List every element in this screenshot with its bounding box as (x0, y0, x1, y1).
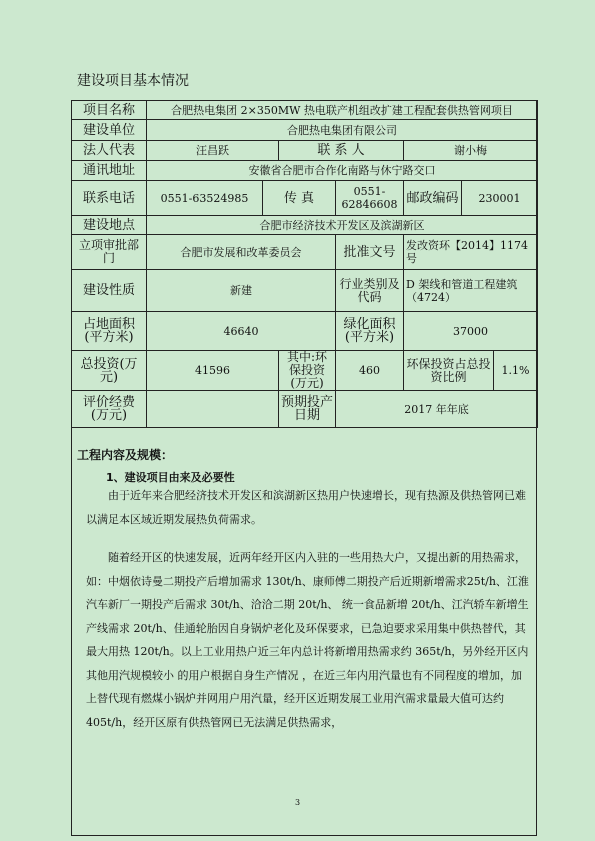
approval-no-value: 发改资环【2014】1174号 (404, 235, 538, 270)
table-row (72, 216, 538, 235)
env-invest-value: 460 (336, 351, 404, 391)
unit-label: 建设单位 (72, 120, 147, 141)
area-label: 占地面积(平方米) (72, 312, 147, 351)
table-row (72, 270, 538, 312)
nature-label: 建设性质 (72, 270, 147, 312)
env-ratio-value: 1.1% (494, 351, 538, 391)
postcode-value: 230001 (462, 181, 538, 216)
section-title: 工程内容及规模： (77, 448, 174, 462)
project-name-label: 项目名称 (72, 101, 147, 120)
green-label: 绿化面积(平方米) (336, 312, 404, 351)
paragraph: 随着经开区的快速发展，近两年经开区内入驻的一些用热大户，又提出新的用热需求，如：中烟依诗曼二期投产后增加需求 130t/h、康师傅二期投产后近期新增需求25t/h、江淮汽车新厂一期投产后需求 30t/h、洽洽二期 20t/h、 统一食品新增 20t/h、江汽轿车新增生产线需求 20t/h、佳通轮胎因自身锅炉老化及环保要求，已急迫要求采用集中供热替代，其最大用热 120t/h。以上工业用热户近三年内总计将新增用热需求约 365t/h，另外经开区内其他用汽规模较小 的用户根据自身生产情况 ，在近三年内用汽量也有不同程度的增加，加上替代现有燃煤小锅炉并网用户用汽量，经开区近期发展工业用汽需求量最大值可达约 405t/h，经开区原有供热管网已无法满足供热需求， (86, 551, 529, 729)
project-name-value: 合肥热电集团 2×350MW 热电联产机组改扩建工程配套供热管网项目 (147, 101, 538, 120)
subsection-title: 1、建设项目由来及必要性 (106, 471, 235, 484)
page-title: 建设项目基本情况 (77, 73, 189, 89)
industry-label: 行业类别及代码 (336, 270, 404, 312)
invest-value: 41596 (147, 351, 279, 391)
location-value: 合肥市经济技术开发区及滨湖新区 (147, 216, 538, 235)
table-row (72, 351, 538, 391)
legal-value: 汪昌跃 (147, 141, 279, 161)
area-value: 46640 (147, 312, 336, 351)
table-row (72, 235, 538, 270)
table-row (72, 161, 538, 181)
address-value: 安徽省合肥市合作化南路与休宁路交口 (147, 161, 538, 181)
table-row (72, 101, 538, 120)
phone-label: 联系电话 (72, 181, 147, 216)
approval-dept-label: 立项审批部 门 (72, 235, 147, 270)
contact-value: 谢小梅 (404, 141, 538, 161)
contact-label: 联 系 人 (279, 141, 404, 161)
nature-value: 新建 (147, 270, 336, 312)
prod-date-label: 预期投产日期 (279, 391, 336, 428)
approval-no-label: 批准文号 (336, 235, 404, 270)
location-label: 建设地点 (72, 216, 147, 235)
green-value: 37000 (404, 312, 538, 351)
prod-date-value: 2017 年年底 (336, 391, 538, 428)
industry-value: D 架线和管道工程建筑（4724） (404, 270, 538, 312)
paragraph: 由于近年来合肥经济技术开发区和滨湖新区热用户快速增长，现有热源及供热管网已难以满足本区域近期发展热负荷需求。 (86, 489, 526, 526)
eval-fee-label: 评价经费(万元) (72, 391, 147, 428)
unit-value: 合肥热电集团有限公司 (147, 120, 538, 141)
table-row (72, 120, 538, 141)
approval-dept-value: 合肥市发展和改革委员会 (147, 235, 336, 270)
table-row (72, 141, 538, 161)
env-ratio-label: 环保投资占总投资比例 (404, 351, 494, 391)
env-invest-label: 其中:环保投资(万元) (279, 351, 336, 391)
table-row (72, 181, 538, 216)
fax-label: 传 真 (263, 181, 336, 216)
fax-value: 0551-62846608 (336, 181, 404, 216)
basic-info-table (71, 100, 538, 428)
eval-fee-value (147, 391, 279, 428)
legal-label: 法人代表 (72, 141, 147, 161)
invest-label: 总投资(万元) (72, 351, 147, 391)
address-label: 通讯地址 (72, 161, 147, 181)
table-row (72, 391, 538, 428)
postcode-label: 邮政编码 (404, 181, 462, 216)
page-number: 3 (294, 798, 301, 807)
table-row (72, 312, 538, 351)
phone-value: 0551-63524985 (147, 181, 263, 216)
